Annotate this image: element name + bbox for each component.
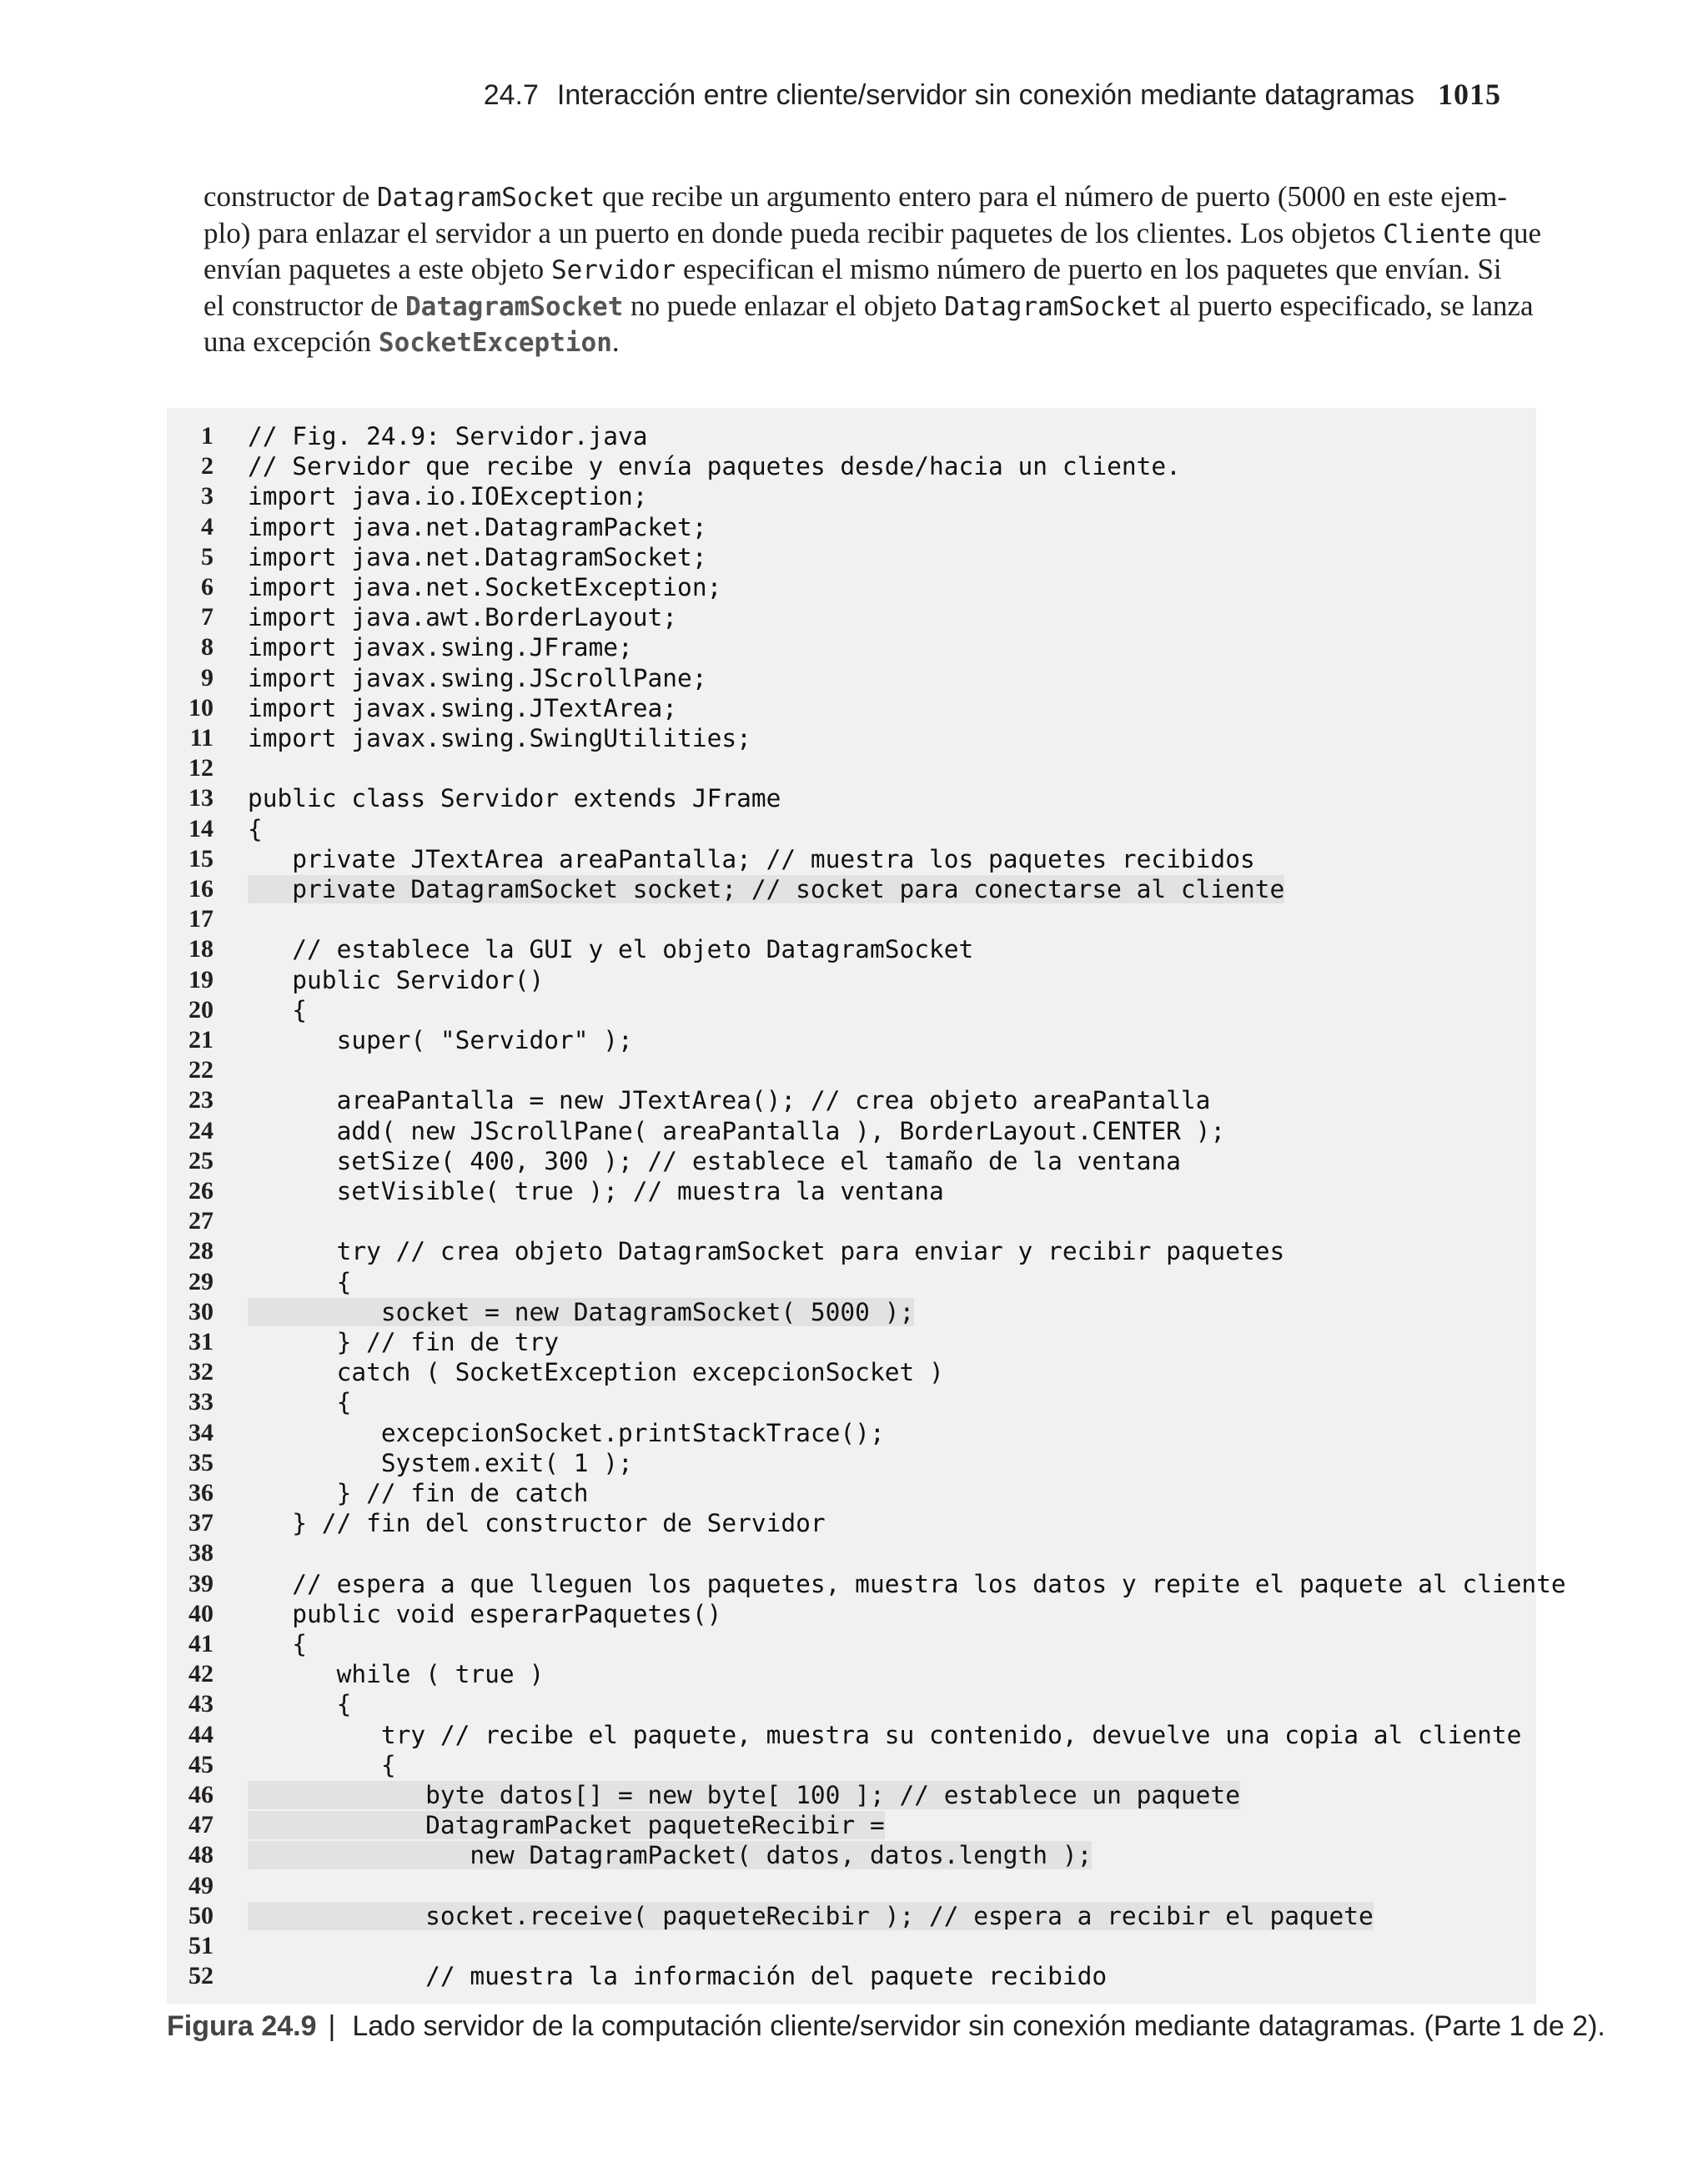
line-number: 17 <box>188 905 214 933</box>
figure-label: Figura 24.9 <box>167 2010 317 2042</box>
line-number: 13 <box>188 784 214 812</box>
line-number: 30 <box>188 1297 214 1325</box>
paragraph-line: constructor de DatagramSocket que recibe un argumento entero para el número de puerto (5000 en este ejem- <box>203 180 1507 213</box>
line-number: 41 <box>188 1630 214 1657</box>
body-paragraph <box>203 179 1542 361</box>
line-number: 27 <box>188 1207 214 1235</box>
code-text: setSize( 400, 300 ); // establece el tamaño de la ventana <box>248 1146 1181 1175</box>
line-number: 31 <box>188 1328 214 1356</box>
line-number: 26 <box>188 1177 214 1205</box>
code-text: socket = new DatagramSocket( 5000 ); <box>248 1297 915 1326</box>
code-text: { <box>248 1630 308 1658</box>
code-text: DatagramPacket paqueteRecibir = <box>248 1811 885 1840</box>
line-number: 21 <box>188 1026 214 1054</box>
line-number: 51 <box>188 1932 214 1959</box>
code-text: catch ( SocketException excepcionSocket ) <box>248 1358 944 1387</box>
line-number: 45 <box>188 1750 214 1778</box>
code-text: { <box>248 1267 352 1296</box>
code-text: // muestra la información del paquete recibido <box>248 1962 1108 1991</box>
line-number: 37 <box>188 1509 214 1537</box>
line-number: 49 <box>188 1871 214 1899</box>
code-text: System.exit( 1 ); <box>248 1448 633 1477</box>
line-number: 20 <box>188 995 214 1024</box>
figure-caption <box>167 2010 1605 2043</box>
code-text: // Fig. 24.9: Servidor.java <box>248 422 648 450</box>
line-number: 8 <box>201 633 214 661</box>
code-text: areaPantalla = new JTextArea(); // crea objeto areaPantalla <box>248 1086 1211 1115</box>
line-number: 4 <box>201 512 214 541</box>
line-number: 5 <box>201 542 214 571</box>
section-title: Interacción entre cliente/servidor sin conexión mediante datagramas <box>556 79 1414 111</box>
line-number: 46 <box>188 1781 214 1808</box>
code-text: // establece la GUI y el objeto DatagramSocket <box>248 935 974 964</box>
code-text: // espera a que lleguen los paquetes, muestra los datos y repite el paquete al cliente <box>248 1569 1566 1598</box>
line-number: 12 <box>188 754 214 782</box>
line-number: 6 <box>201 573 214 601</box>
code-text: new DatagramPacket( datos, datos.length ); <box>248 1841 1093 1870</box>
code-text: import java.io.IOException; <box>248 482 648 511</box>
paragraph-line: plo) para enlazar el servidor a un puerto en donde pueda recibir paquetes de los clientes. Los objetos Cliente que <box>203 216 1542 249</box>
code-text: // Servidor que recibe y envía paquetes desde/hacia un cliente. <box>248 452 1181 481</box>
line-number: 43 <box>188 1690 214 1718</box>
line-number: 48 <box>188 1841 214 1869</box>
line-number: 42 <box>188 1660 214 1688</box>
code-text: import java.net.DatagramPacket; <box>248 512 707 541</box>
code-text: public Servidor() <box>248 965 545 994</box>
line-number: 3 <box>201 482 214 511</box>
line-number: 7 <box>201 603 214 631</box>
page-number: 1015 <box>1438 78 1501 111</box>
line-number: 24 <box>188 1116 214 1144</box>
code-text: } // fin del constructor de Servidor <box>248 1509 826 1538</box>
code-text: import javax.swing.SwingUtilities; <box>248 724 751 752</box>
code-text: socket.receive( paqueteRecibir ); // espera a recibir el paquete <box>248 1901 1374 1930</box>
line-number: 29 <box>188 1267 214 1295</box>
code-text: } // fin de catch <box>248 1479 589 1507</box>
code-text: import javax.swing.JTextArea; <box>248 693 678 722</box>
line-number: 2 <box>201 452 214 480</box>
caption-separator: | <box>328 2010 336 2042</box>
line-number: 11 <box>189 724 214 752</box>
code-text: import java.awt.BorderLayout; <box>248 603 678 632</box>
code-text: import java.net.DatagramSocket; <box>248 542 707 571</box>
code-text: byte datos[] = new byte[ 100 ]; // establece un paquete <box>248 1781 1240 1809</box>
running-header <box>0 77 1501 112</box>
code-text: public class Servidor extends JFrame <box>248 784 781 813</box>
line-number: 39 <box>188 1569 214 1597</box>
code-text: while ( true ) <box>248 1660 545 1689</box>
paragraph-line: envían paquetes a este objeto Servidor especifican el mismo número de puerto en los paquetes que envían. Si <box>203 253 1502 285</box>
code-text: try // crea objeto DatagramSocket para enviar y recibir paquetes <box>248 1237 1285 1266</box>
line-number: 33 <box>188 1388 214 1416</box>
line-number: 22 <box>188 1056 214 1084</box>
paragraph-line: una excepción SocketException. <box>203 325 620 358</box>
code-text: public void esperarPaquetes() <box>248 1599 722 1628</box>
code-text: private DatagramSocket socket; // socket para conectarse al cliente <box>248 875 1285 903</box>
line-number: 1 <box>201 422 214 450</box>
line-number: 34 <box>188 1418 214 1446</box>
line-number: 36 <box>188 1479 214 1506</box>
line-number: 52 <box>188 1962 214 1990</box>
line-number: 14 <box>188 814 214 843</box>
line-number: 15 <box>188 844 214 873</box>
code-text: setVisible( true ); // muestra la ventana <box>248 1177 944 1205</box>
code-text: { <box>248 995 308 1024</box>
code-text: { <box>248 814 263 843</box>
code-listing <box>167 408 1566 2004</box>
line-number: 50 <box>188 1901 214 1929</box>
line-number: 47 <box>188 1811 214 1839</box>
caption-text: Lado servidor de la computación cliente/servidor sin conexión mediante datagramas. (Parte 1 de 2). <box>352 2010 1605 2042</box>
code-text: } // fin de try <box>248 1328 559 1356</box>
line-number: 9 <box>201 663 214 692</box>
section-number: 24.7 <box>483 79 539 111</box>
line-number: 32 <box>188 1358 214 1386</box>
code-text: add( new JScrollPane( areaPantalla ), BorderLayout.CENTER ); <box>248 1116 1226 1145</box>
line-number: 40 <box>188 1599 214 1627</box>
line-number: 18 <box>188 935 214 963</box>
line-number: 35 <box>188 1448 214 1476</box>
code-text: private JTextArea areaPantalla; // muestra los paquetes recibidos <box>248 844 1255 873</box>
code-text: { <box>248 1690 352 1719</box>
line-number: 10 <box>188 693 214 722</box>
line-number: 25 <box>188 1146 214 1175</box>
code-text: import java.net.SocketException; <box>248 573 722 601</box>
line-number: 28 <box>188 1237 214 1265</box>
code-text: import javax.swing.JFrame; <box>248 633 633 662</box>
code-text: { <box>248 1388 352 1417</box>
code-text: excepcionSocket.printStackTrace(); <box>248 1418 885 1447</box>
line-number: 44 <box>188 1720 214 1748</box>
paragraph-line: el constructor de DatagramSocket no puede enlazar el objeto DatagramSocket al puerto especificado, se lanza <box>203 289 1534 322</box>
code-text: { <box>248 1750 396 1779</box>
code-text: super( "Servidor" ); <box>248 1026 633 1054</box>
line-number: 38 <box>188 1539 214 1567</box>
line-number: 19 <box>188 965 214 993</box>
line-number: 16 <box>188 875 214 903</box>
line-number: 23 <box>188 1086 214 1114</box>
code-text: try // recibe el paquete, muestra su contenido, devuelve una copia al cliente <box>248 1720 1522 1749</box>
code-text: import javax.swing.JScrollPane; <box>248 663 707 692</box>
